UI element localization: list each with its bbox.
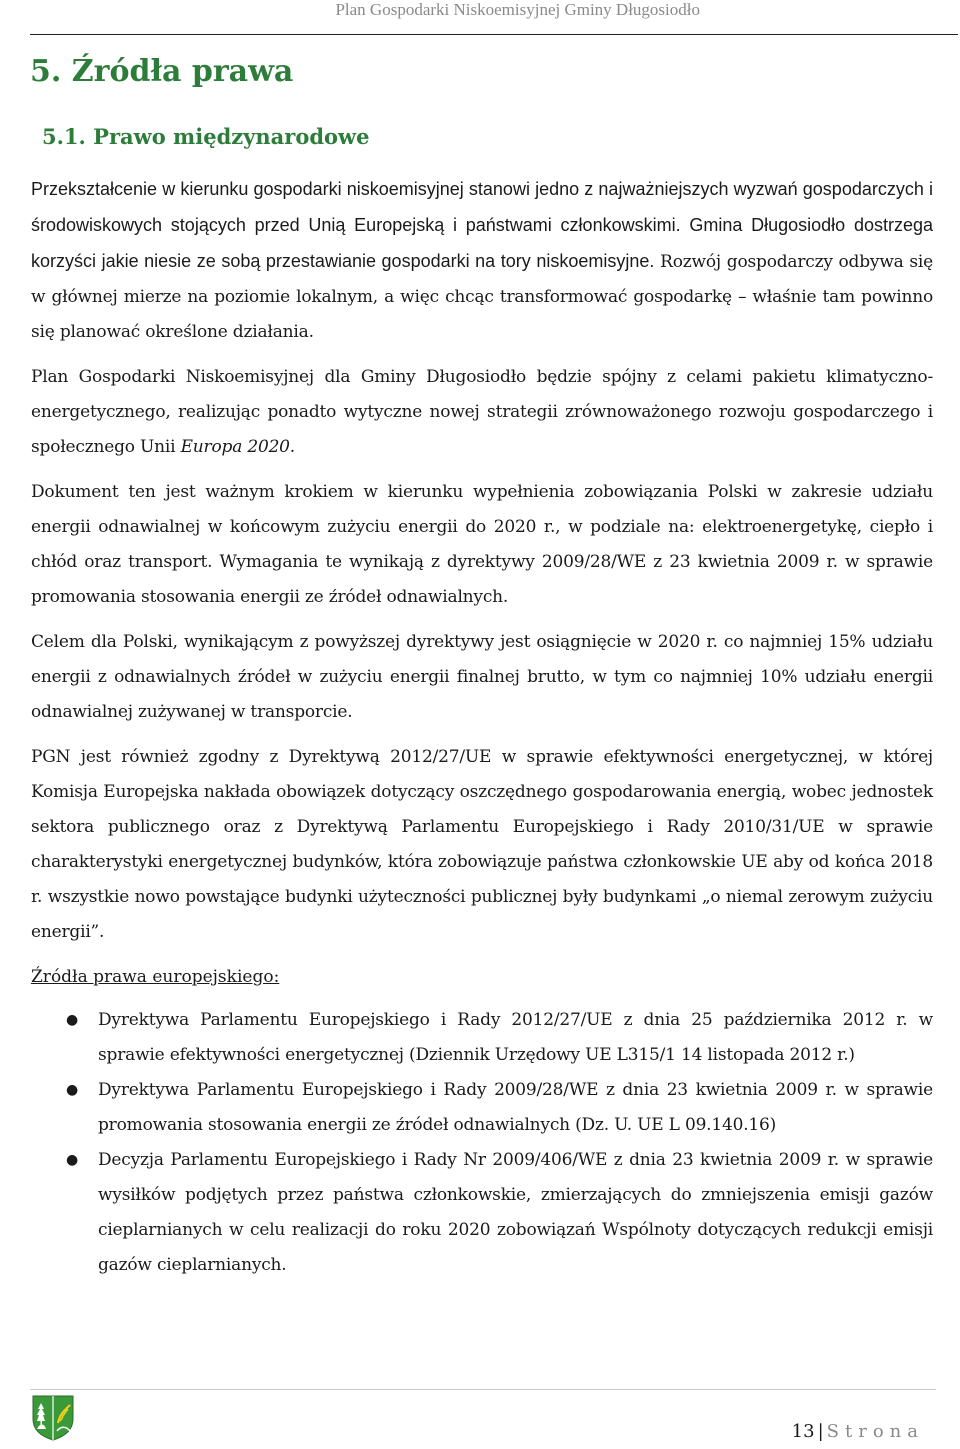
paragraph-1 (31, 172, 933, 350)
header-rule (30, 34, 958, 35)
bullet-icon: ● (66, 1152, 79, 1168)
chapter-title: 5. Źródła prawa (30, 54, 294, 89)
list-item (31, 1073, 933, 1143)
paragraph-2 (31, 360, 933, 465)
footer-rule (30, 1389, 936, 1390)
paragraph-1b-text: Rozwój gospodarczy odbywa się w głównej mierze na poziomie lokalnym, a więc chcąc transformować gospodarkę – właśnie tam powinno się planować określone działania. (31, 252, 934, 342)
page-number-value: 13 (791, 1421, 815, 1442)
page-header: Plan Gospodarki Niskoemisyjnej Gminy Długosiodło (335, 0, 700, 19)
paragraph-3: Dokument ten jest ważnym krokiem w kierunku wypełnienia zobowiązania Polski w zakresie udziału energii odnawialnej w końcowym zużyciu energii do 2020 r., w podziale na: elektroenergetykę, ciepło i chłód oraz transport. Wymagania te wynikają z dyrektywy 2009/28/WE z 23 kwietnia 2009 r. w sprawie promowania stosowania energii ze źródeł odnawialnych. (31, 482, 933, 607)
paragraph-1-text: Przekształcenie w kierunku gospodarki niskoemisyjnej stanowi jedno z najważniejszych wyzwań gospodarczych i środowiskowych stojących przed Unią Europejską i państwami członkowskimi. Gmina Długosiodło dostrzega korzyści jakie niesie ze sobą przestawianie gospodarki na tory niskoemisyjne. (31, 179, 933, 271)
paragraph-5: PGN jest również zgodny z Dyrektywą 2012/27/UE w sprawie efektywności energetycznej, w której Komisja Europejska nakłada obowiązek dotyczący oszczędnego gospodarowania energią, wobec jednostek sektora publicznego oraz z Dyrektywą Parlamentu Europejskiego i Rady 2010/31/UE w sprawie charakterystyki energetycznej budynków, która zobowiązuje państwa członkowskie UE aby od końca 2018 r. wszystkie nowo powstające budynki użyteczności publicznej były budynkami „o niemal zerowym zużyciu energii”. (31, 747, 933, 942)
bullet-icon: ● (66, 1082, 79, 1098)
sources-heading: Źródła prawa europejskiego: (31, 967, 280, 987)
document-body (31, 172, 933, 1283)
list-item (31, 1003, 933, 1073)
list-item-text: Dyrektywa Parlamentu Europejskiego i Rady 2012/27/UE z dnia 25 października 2012 r. w sprawie efektywności energetycznej (Dziennik Urzędowy UE L315/1 14 listopada 2012 r.) (98, 1010, 933, 1065)
sources-list (31, 1003, 933, 1283)
list-item (31, 1143, 933, 1283)
gmina-coat-of-arms-icon (30, 1393, 76, 1441)
bullet-icon: ● (66, 1012, 79, 1028)
page-word: Strona (826, 1421, 924, 1442)
section-title: 5.1. Prawo międzynarodowe (42, 124, 370, 149)
paragraph-2-emphasis: Europa 2020. (180, 437, 296, 457)
paragraph-2-text: Plan Gospodarki Niskoemisyjnej dla Gminy Długosiodło będzie spójny z celami pakietu klimatyczno-energetycznego, realizując ponadto wytyczne nowej strategii zrównoważonego rozwoju gospodarczego i społecznego Unii (31, 367, 933, 457)
list-item-text: Decyzja Parlamentu Europejskiego i Rady Nr 2009/406/WE z dnia 23 kwietnia 2009 r. w sprawie wysiłków podjętych przez państwa członkowskie, zmierzających do zmniejszenia emisji gazów cieplarnianych w celu realizacji do roku 2020 zobowiązań Wspólnoty dotyczących redukcji emisji gazów cieplarnianych. (98, 1150, 933, 1275)
list-item-text: Dyrektywa Parlamentu Europejskiego i Rady 2009/28/WE z dnia 23 kwietnia 2009 r. w sprawie promowania stosowania energii ze źródeł odnawialnych (Dz. U. UE L 09.140.16) (98, 1080, 933, 1135)
page-number (792, 1421, 924, 1442)
paragraph-4: Celem dla Polski, wynikającym z powyższej dyrektywy jest osiągnięcie w 2020 r. co najmniej 15% udziału energii z odnawialnych źródeł w zużyciu energii finalnej brutto, w tym co najmniej 10% udziału energii odnawialnej zużywanej w transporcie. (31, 632, 933, 722)
page-number-separator: | (817, 1421, 824, 1442)
